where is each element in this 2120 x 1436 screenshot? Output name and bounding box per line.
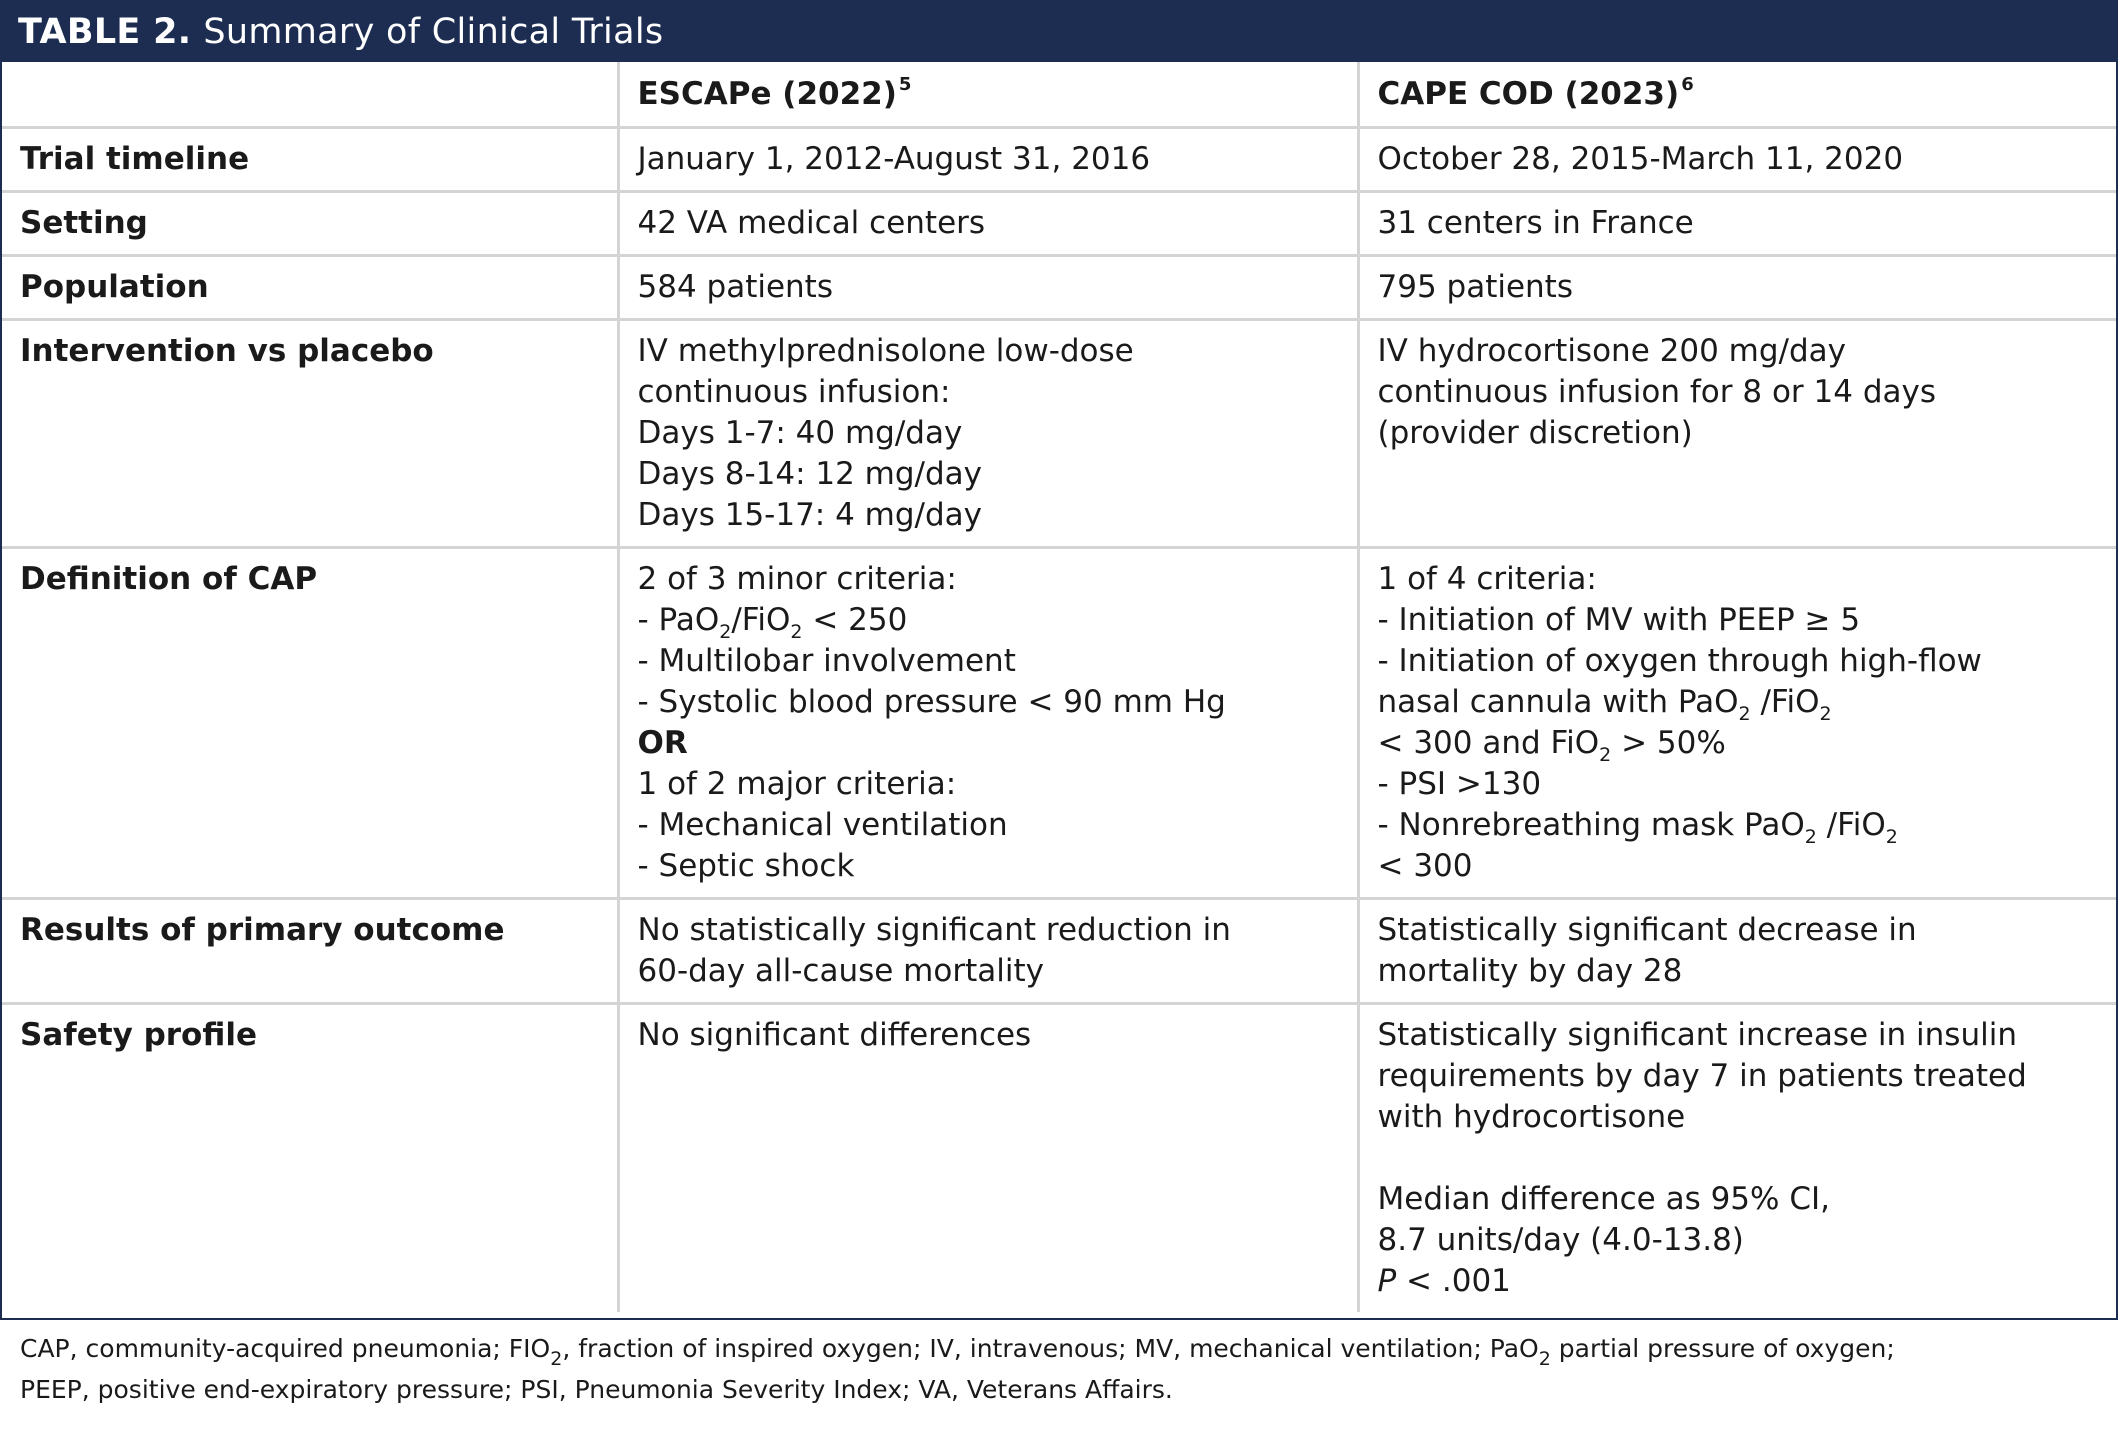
- cell-escape: 42 VA medical centers: [618, 191, 1358, 255]
- row-safety: [2, 1003, 2116, 1312]
- cell-escape: [618, 319, 1358, 547]
- row-label: Intervention vs placebo: [2, 319, 618, 547]
- row-definition: [2, 547, 2116, 898]
- text-line: - Initiation of oxygen through high-flow: [1377, 642, 1982, 679]
- text-line: 1 of 2 major criteria:: [637, 765, 957, 802]
- cell-capecod: [1358, 898, 2116, 1003]
- row-label: Safety profile: [2, 1003, 618, 1312]
- cell-escape: January 1, 2012-August 31, 2016: [618, 127, 1358, 191]
- header-row: [2, 62, 2116, 127]
- text-line: - PSI >130: [1377, 765, 1542, 802]
- header-escape-ref: 5: [898, 74, 912, 95]
- text-line: 60-day all-cause mortality: [637, 952, 1044, 989]
- text-line: < 300 and FiO$_2$ > 50%: [1377, 724, 1726, 766]
- text-line: 1 of 4 criteria:: [1377, 560, 1597, 597]
- footnote-line-1: CAP, community-acquired pneumonia; $FIO_2$, fraction of inspired oxygen; IV, intravenous; MV, mechanical ventilation; PaO$_2$ partial pressure of oxygen;: [20, 1334, 1895, 1370]
- cell-escape: 584 patients: [618, 255, 1358, 319]
- text-line: Median difference as 95% CI,: [1377, 1180, 1830, 1217]
- spacer: [1378, 1138, 2103, 1179]
- text-line: - Multilobar involvement: [637, 642, 1016, 679]
- header-escape-label: ESCAPe (2022): [637, 76, 897, 112]
- text-line: IV hydrocortisone 200 mg/day: [1377, 332, 1846, 369]
- cell-capecod: 795 patients: [1358, 255, 2116, 319]
- row-timeline: [2, 127, 2116, 191]
- cell-escape: No significant differences: [618, 1003, 1358, 1312]
- text-line: mortality by day 28: [1377, 952, 1683, 989]
- header-capecod-label: CAPE COD (2023): [1377, 76, 1680, 112]
- text-line: - Systolic blood pressure < 90 mm Hg: [637, 683, 1226, 720]
- row-label: Trial timeline: [2, 127, 618, 191]
- table-number: TABLE 2.: [18, 12, 192, 52]
- table-title-bar: [2, 2, 2116, 62]
- header-blank-cell: [2, 62, 618, 127]
- cell-escape: [618, 898, 1358, 1003]
- text-line: IV methylprednisolone low-dose: [637, 332, 1134, 369]
- clinical-trials-table: [2, 62, 2116, 1312]
- text-line: continuous infusion:: [637, 373, 951, 410]
- row-label: Population: [2, 255, 618, 319]
- row-setting: [2, 191, 2116, 255]
- header-escape: [618, 62, 1358, 127]
- text-line: 2 of 3 minor criteria:: [637, 560, 957, 597]
- cell-capecod: October 28, 2015-March 11, 2020: [1358, 127, 2116, 191]
- or-separator: OR: [637, 724, 688, 761]
- text-line: - Initiation of MV with PEEP ≥ 5: [1377, 601, 1861, 638]
- text-line: < 300: [1377, 847, 1473, 884]
- row-population: [2, 255, 2116, 319]
- row-label: Setting: [2, 191, 618, 255]
- row-label: Results of primary outcome: [2, 898, 618, 1003]
- text-line: Statistically significant decrease in: [1377, 911, 1917, 948]
- header-capecod: [1358, 62, 2116, 127]
- text-line: continuous infusion for 8 or 14 days: [1377, 373, 1936, 410]
- text-line: - PaO$_2$/FiO$_2$ < 250: [637, 601, 908, 643]
- text-line: Days 15-17: 4 mg/day: [637, 496, 983, 533]
- footnote-line-2: PEEP, positive end-expiratory pressure; PSI, Pneumonia Severity Index; VA, Veterans Affairs.: [20, 1375, 1173, 1404]
- text-line: Days 8-14: 12 mg/day: [637, 455, 983, 492]
- text-line: (provider discretion): [1377, 414, 1693, 451]
- cell-capecod: [1358, 319, 2116, 547]
- cell-capecod: [1358, 547, 2116, 898]
- text-line: requirements by day 7 in patients treated: [1377, 1057, 2027, 1094]
- row-label: Definition of CAP: [2, 547, 618, 898]
- cell-capecod: 31 centers in France: [1358, 191, 2116, 255]
- text-line: nasal cannula with PaO$_2$ /FiO$_2$: [1377, 683, 1832, 725]
- text-line: - Septic shock: [637, 847, 855, 884]
- text-line: No statistically significant reduction in: [637, 911, 1231, 948]
- text-line: with hydrocortisone: [1377, 1098, 1686, 1135]
- text-line: 8.7 units/day (4.0-13.8): [1377, 1221, 1744, 1258]
- cell-escape: [618, 547, 1358, 898]
- header-capecod-ref: 6: [1681, 74, 1694, 95]
- row-intervention: [2, 319, 2116, 547]
- text-line: Statistically significant increase in insulin: [1377, 1016, 2017, 1053]
- p-value: P < .001: [1377, 1262, 1511, 1299]
- table-footnote: [20, 1328, 2110, 1410]
- text-line: - Nonrebreathing mask PaO$_2$ /FiO$_2$: [1377, 806, 1898, 848]
- cell-capecod: [1358, 1003, 2116, 1312]
- text-line: Days 1-7: 40 mg/day: [637, 414, 963, 451]
- row-results: [2, 898, 2116, 1003]
- text-line: - Mechanical ventilation: [637, 806, 1008, 843]
- table-title: Summary of Clinical Trials: [203, 12, 664, 52]
